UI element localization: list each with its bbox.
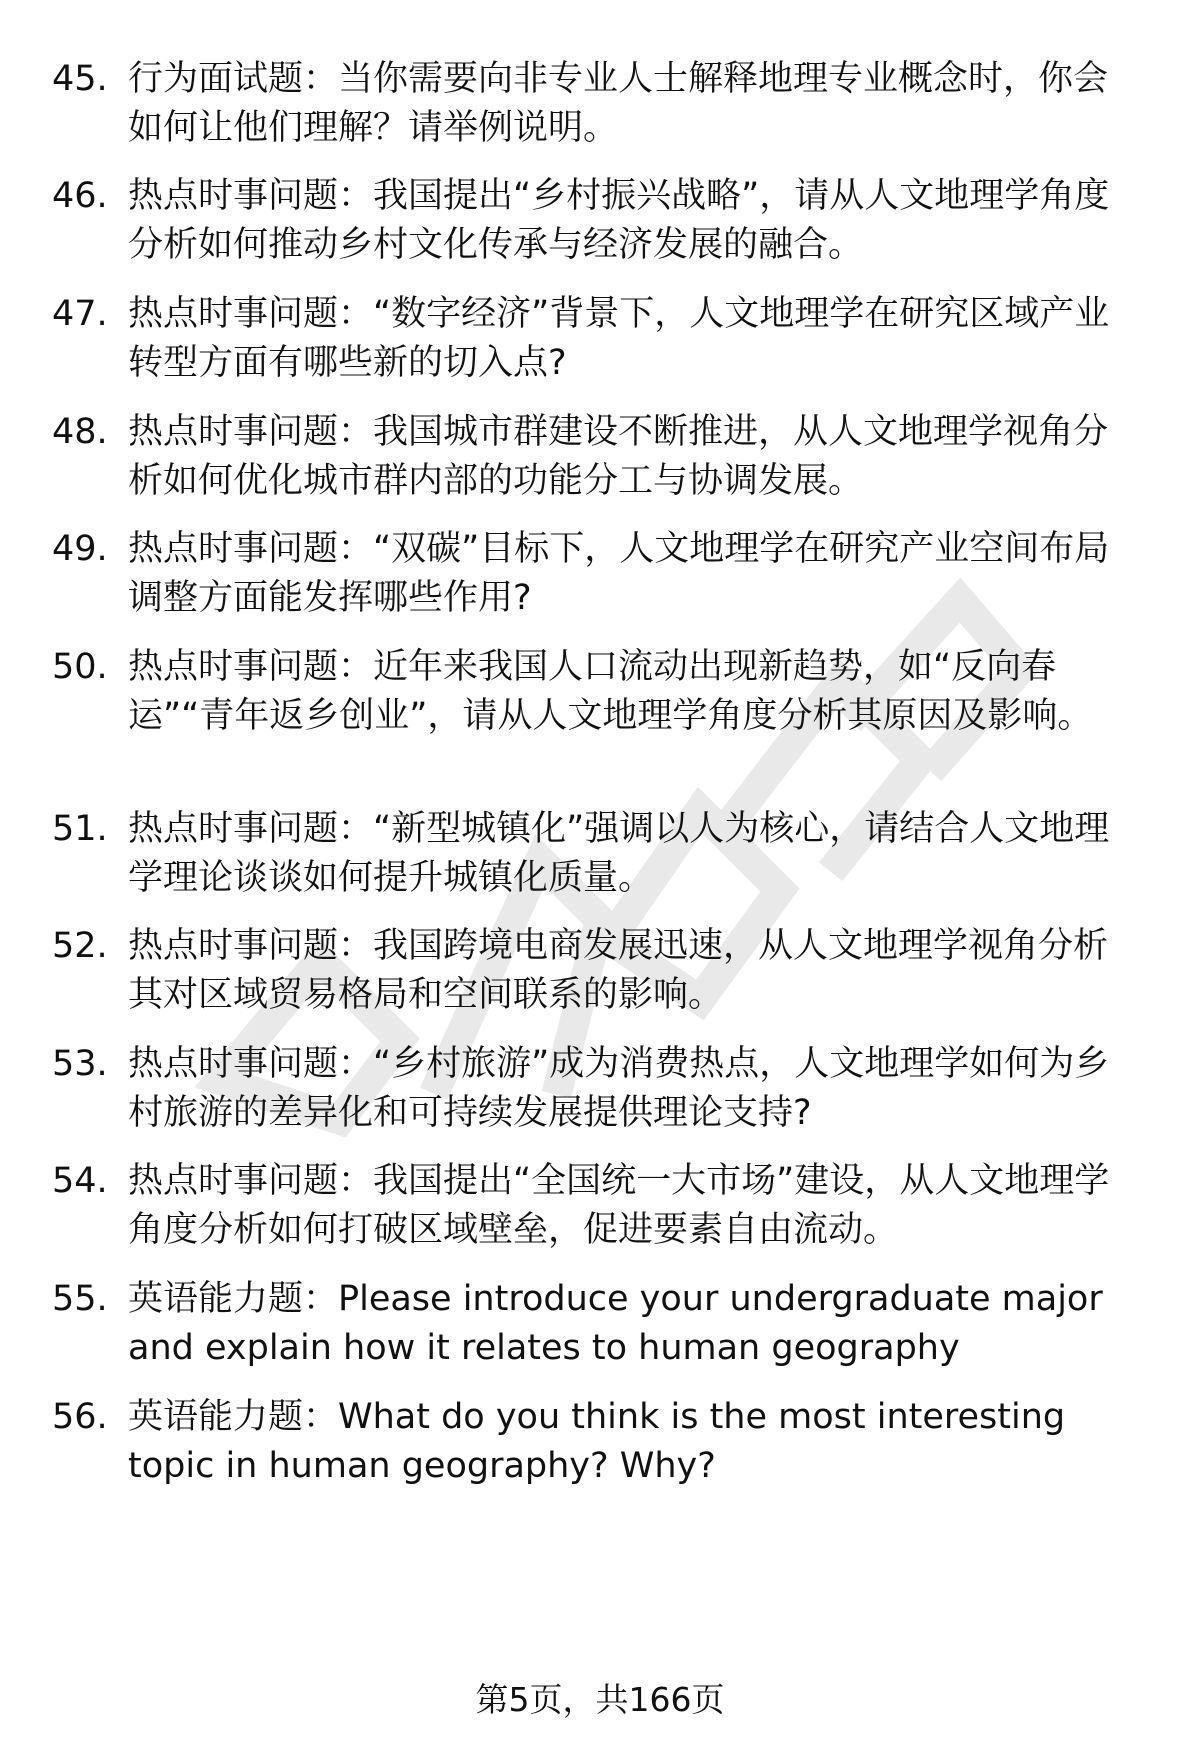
question-number: 52.	[52, 926, 108, 966]
question-text: 行为面试题：当你需要向非专业人士解释地理专业概念时，你会如何让他们理解？请举例说明。	[128, 59, 1109, 148]
question-number: 55.	[52, 1279, 108, 1319]
question-number: 50.	[52, 647, 108, 687]
question-number: 46.	[52, 176, 108, 216]
question-number: 56.	[52, 1397, 108, 1437]
question-text: 热点时事问题：“数字经济”背景下，人文地理学在研究区域产业转型方面有哪些新的切入点?	[128, 294, 1110, 383]
question-text: 热点时事问题：我国提出“全国统一大市场”建设，从人文地理学角度分析如何打破区域壁垒，促进要素自由流动。	[128, 1161, 1110, 1250]
question-number: 54.	[52, 1161, 108, 1201]
question-text: 英语能力题：What do you think is the most interesting topic in human geography? Why?	[128, 1397, 1066, 1486]
page-number-footer: 第5页，共166页	[475, 1680, 725, 1719]
question-text: 英语能力题：Please introduce your undergraduate major and explain how it relates to human geography	[128, 1279, 1103, 1368]
question-number: 47.	[52, 294, 108, 334]
question-text: 热点时事问题：我国城市群建设不断推进，从人文地理学视角分析如何优化城市群内部的功能分工与协调发展。	[128, 412, 1109, 501]
question-number: 53.	[52, 1044, 108, 1084]
question-number: 45.	[52, 59, 108, 99]
question-number: 49.	[52, 529, 108, 569]
question-text: 热点时事问题：“新型城镇化”强调以人为核心，请结合人文地理学理论谈谈如何提升城镇化质量。	[128, 809, 1110, 898]
question-text: 热点时事问题：“乡村旅游”成为消费热点，人文地理学如何为乡村旅游的差异化和可持续发展提供理论支持?	[128, 1044, 1110, 1133]
question-text: 热点时事问题：我国提出“乡村振兴战略”，请从人文地理学角度分析如何推动乡村文化传承与经济发展的融合。	[128, 176, 1110, 265]
question-text: 热点时事问题：“双碳”目标下，人文地理学在研究产业空间布局调整方面能发挥哪些作用?	[128, 529, 1110, 618]
question-number: 51.	[52, 809, 108, 849]
question-number: 48.	[52, 412, 108, 452]
question-text: 热点时事问题：我国跨境电商发展迅速，从人文地理学视角分析其对区域贸易格局和空间联系的影响。	[128, 926, 1109, 1015]
question-text: 热点时事问题：近年来我国人口流动出现新趋势，如“反向春运”“青年返乡创业”，请从人文地理学角度分析其原因及影响。	[128, 647, 1093, 736]
